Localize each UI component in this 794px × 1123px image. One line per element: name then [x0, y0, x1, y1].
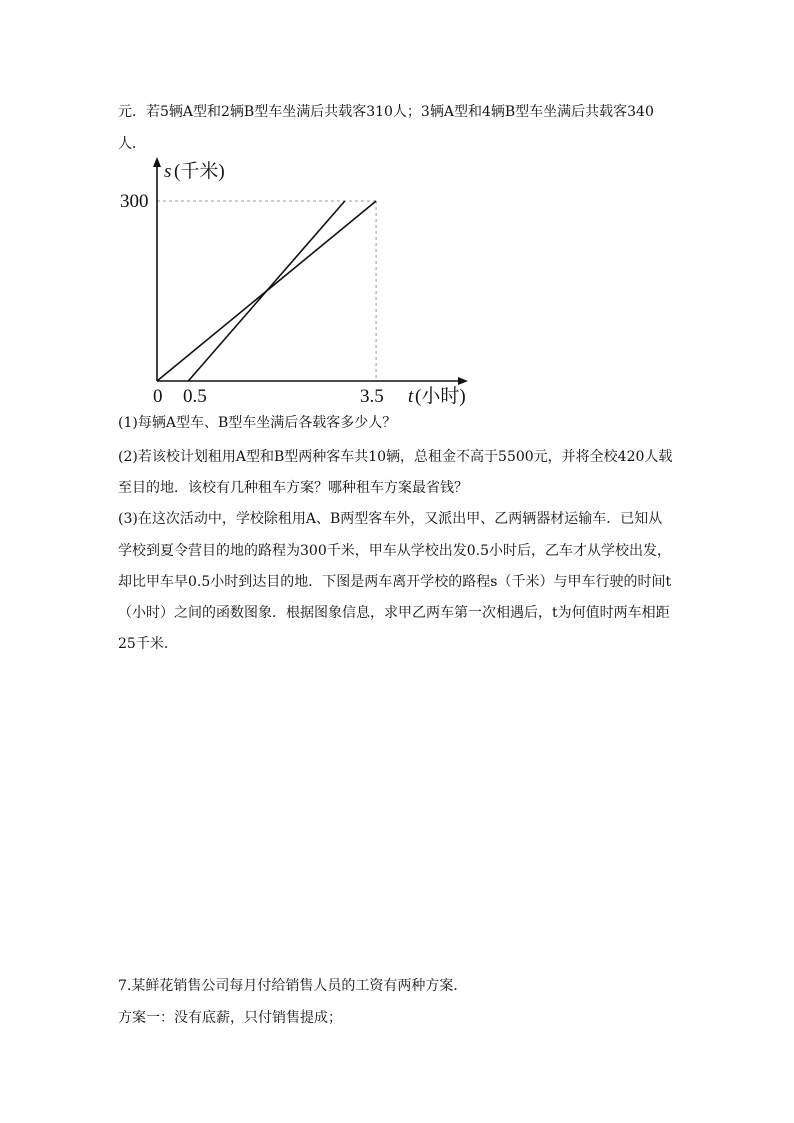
question-3-line3: 却比甲车早0.5小时到达目的地．下图是两车离开学校的路程s（千米）与甲车行驶的时间t [118, 574, 672, 590]
x-tick-0-5: 0.5 [183, 386, 207, 407]
distance-time-graph [110, 155, 490, 410]
question-1: (1)每辆A型车、B型车坐满后各载客多少人？ [118, 415, 397, 431]
problem6-line1: 元．若5辆A型和2辆B型车坐满后共载客310人；3辆A型和4辆B型车坐满后共载客340 [118, 104, 654, 120]
question-2-line1: (2)若该校计划租用A型和B型两种客车共10辆，总租金不高于5500元，并将全校420人载 [118, 449, 673, 465]
origin-label: 0 [153, 386, 163, 407]
question-3-line4: （小时）之间的函数图象．根据图象信息，求甲乙两车第一次相遇后，t为何值时两车相距 [118, 605, 670, 621]
problem6-line2: 人． [118, 136, 146, 152]
x-axis-label-var: t [408, 386, 414, 407]
y-axis-label-var: s [164, 161, 172, 182]
axes [153, 157, 468, 385]
problem7-line2: 方案一：没有底薪，只付销售提成； [118, 1010, 342, 1026]
question-3-line5: 25千米． [118, 636, 178, 652]
y-axis-arrow [153, 157, 161, 167]
series-line-2 [188, 201, 344, 381]
x-axis-arrow [458, 377, 468, 385]
x-tick-3-5: 3.5 [360, 386, 384, 407]
question-3-line1: (3)在这次活动中，学校除租用A、B两型客车外，又派出甲、乙两辆器材运输车．已知从 [118, 511, 663, 527]
x-axis-label-unit: (小时) [415, 386, 466, 407]
problem7-line1: 7.某鲜花销售公司每月付给销售人员的工资有两种方案． [118, 978, 468, 994]
question-3-line2: 学校到夏令营目的地的路程为300千米，甲车从学校出发0.5小时后，乙车才从学校出发， [118, 543, 671, 559]
y-axis-label-unit: (千米) [174, 161, 225, 182]
y-tick-300: 300 [120, 191, 149, 212]
series-lines [157, 201, 376, 381]
question-2-line2: 至目的地．该校有几种租车方案？哪种租车方案最省钱？ [118, 480, 468, 496]
